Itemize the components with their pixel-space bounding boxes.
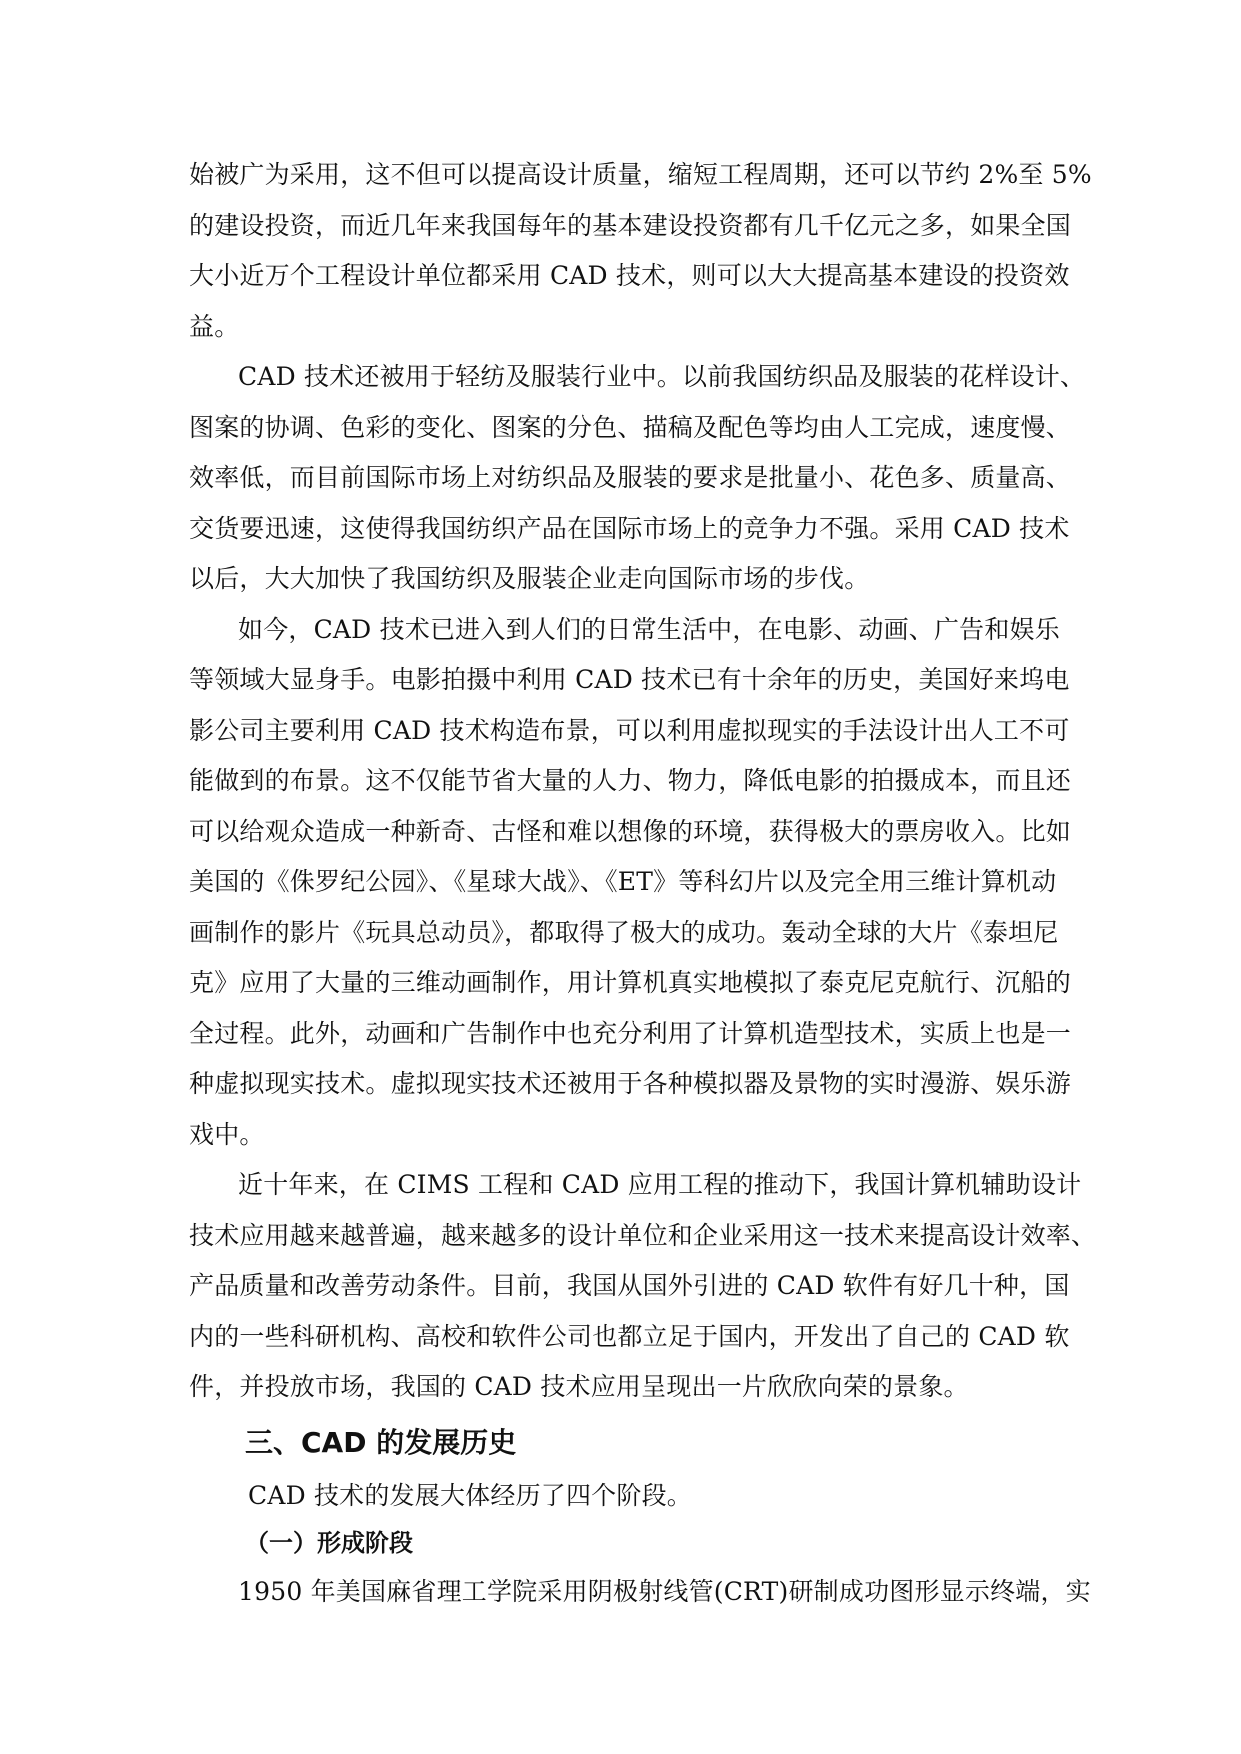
subsection-heading: （一）形成阶段 [245, 1529, 413, 1557]
paragraph-line: 影公司主要利用 CAD 技术构造布景，可以利用虚拟现实的手法设计出人工不可 [189, 716, 1070, 745]
paragraph-line: 如今，CAD 技术已进入到人们的日常生活中，在电影、动画、广告和娱乐 [238, 615, 1060, 644]
paragraph-line: 美国的《侏罗纪公园》、《星球大战》、《ET》等科幻片以及完全用三维计算机动 [189, 867, 1057, 896]
paragraph-line: 始被广为采用，这不但可以提高设计质量，缩短工程周期，还可以节约 2%至 5% [189, 160, 1092, 189]
paragraph-line: 图案的协调、色彩的变化、图案的分色、描稿及配色等均由人工完成，速度慢、 [189, 413, 1072, 442]
paragraph-line: 能做到的布景。这不仅能节省大量的人力、物力，降低电影的拍摄成本，而且还 [189, 766, 1072, 795]
paragraph-line: 件，并投放市场，我国的 CAD 技术应用呈现出一片欣欣向荣的景象。 [189, 1372, 969, 1401]
paragraph-line: 种虚拟现实技术。虚拟现实技术还被用于各种模拟器及景物的实时漫游、娱乐游 [189, 1069, 1072, 1098]
paragraph-line: 技术应用越来越普遍，越来越多的设计单位和企业采用这一技术来提高设计效率、 [189, 1221, 1097, 1250]
paragraph-line: 的建设投资，而近几年来我国每年的基本建设投资都有几千亿元之多，如果全国 [189, 211, 1072, 240]
paragraph-line: 以后，大大加快了我国纺织及服装企业走向国际市场的步伐。 [189, 564, 870, 593]
paragraph-line: 可以给观众造成一种新奇、古怪和难以想像的环境，获得极大的票房收入。比如 [189, 817, 1072, 846]
paragraph-line: 近十年来，在 CIMS 工程和 CAD 应用工程的推动下，我国计算机辅助设计 [238, 1170, 1082, 1199]
paragraph-line: 交货要迅速，这使得我国纺织产品在国际市场上的竞争力不强。采用 CAD 技术 [189, 514, 1070, 543]
paragraph-line: 益。 [189, 312, 240, 341]
paragraph-line: 大小近万个工程设计单位都采用 CAD 技术，则可以大大提高基本建设的投资效 [189, 261, 1070, 290]
paragraph-line: 效率低，而目前国际市场上对纺织品及服装的要求是批量小、花色多、质量高、 [189, 463, 1072, 492]
paragraph-line: 全过程。此外，动画和广告制作中也充分利用了计算机造型技术，实质上也是一 [189, 1019, 1072, 1048]
paragraph-line: 等领域大显身手。电影拍摄中利用 CAD 技术已有十余年的历史，美国好来坞电 [189, 665, 1070, 694]
section-heading: 三、CAD 的发展历史 [245, 1426, 517, 1459]
paragraph-line: 克》应用了大量的三维动画制作，用计算机真实地模拟了泰克尼克航行、沉船的 [189, 968, 1072, 997]
paragraph-line: 产品质量和改善劳动条件。目前，我国从国外引进的 CAD 软件有好几十种，国 [189, 1271, 1070, 1300]
section-intro: CAD 技术的发展大体经历了四个阶段。 [248, 1481, 692, 1510]
paragraph-line: 画制作的影片《玩具总动员》，都取得了极大的成功。轰动全球的大片《泰坦尼 [189, 918, 1059, 947]
paragraph-line: 戏中。 [189, 1120, 265, 1149]
paragraph-line: CAD 技术还被用于轻纺及服装行业中。以前我国纺织品及服装的花样设计、 [238, 362, 1086, 391]
paragraph-line: 1950 年美国麻省理工学院采用阴极射线管(CRT)研制成功图形显示终端，实 [238, 1577, 1091, 1606]
paragraph-line: 内的一些科研机构、高校和软件公司也都立足于国内，开发出了自己的 CAD 软 [189, 1322, 1070, 1351]
